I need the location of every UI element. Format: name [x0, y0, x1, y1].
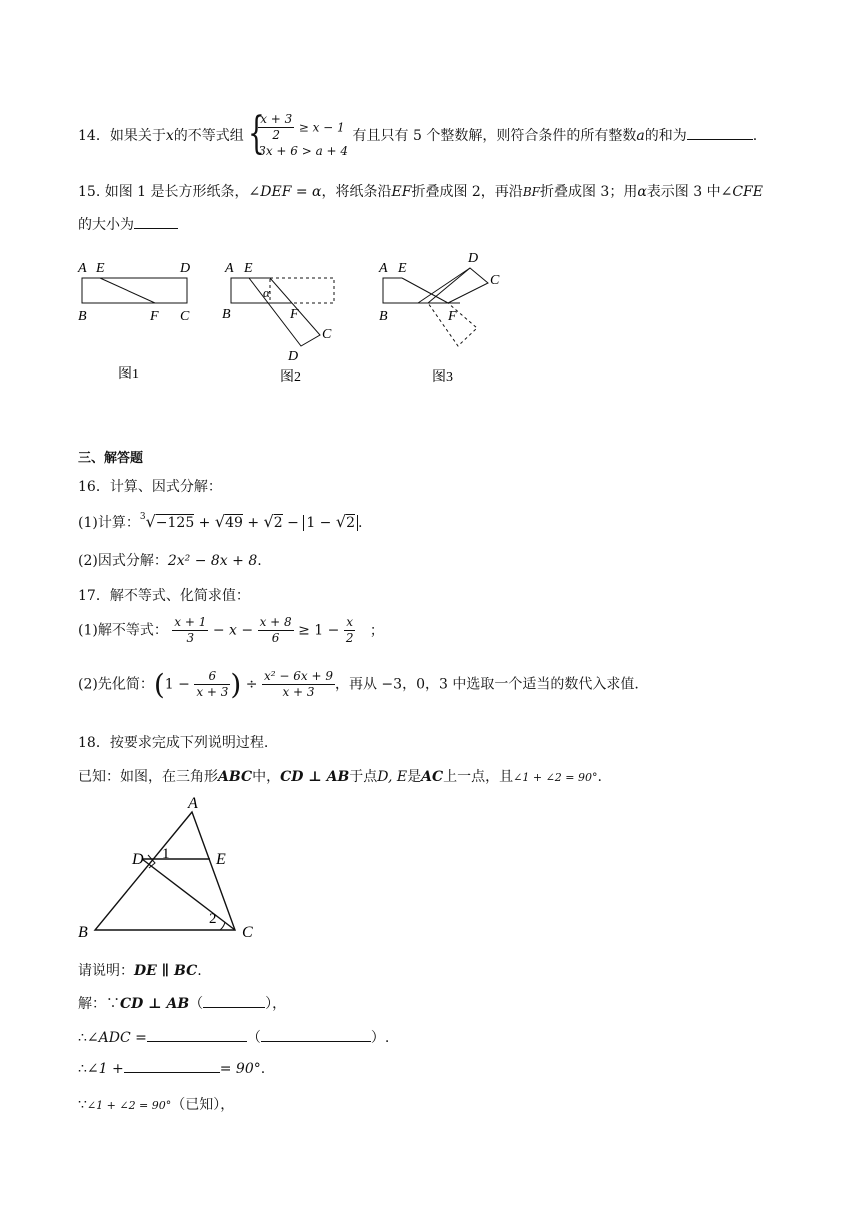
q17-p2-label: (2)先化简： — [78, 676, 154, 693]
fig3-fold-edge — [418, 268, 470, 303]
minus-sign: − — [282, 515, 304, 531]
fig2-caption: 图2 — [280, 370, 301, 385]
q16-part2 — [78, 550, 262, 570]
one-minus: 1 − — [164, 676, 195, 693]
fig1-line-ef — [100, 278, 155, 303]
frac1-den: 3 — [186, 631, 195, 645]
q18-prove-b: DE ∥ BC — [134, 963, 198, 979]
plus-sign-2: + — [242, 515, 264, 531]
q18-s3-end: . — [260, 1061, 266, 1077]
figure-1 — [77, 261, 190, 382]
q18-points-de: D, E — [377, 769, 408, 785]
q18-s3-b: ∠1 + — [86, 1061, 124, 1077]
q15-text-b: ，将纸条沿 — [321, 184, 392, 200]
q18-s2-b: ∠ADC = — [86, 1030, 147, 1046]
tri-label-c: C — [242, 924, 253, 941]
frac4-den: x + 3 — [196, 685, 229, 699]
q18-given-a: 已知：如图，在三角形 — [78, 769, 218, 785]
sqrt-2: 2 — [273, 515, 283, 531]
q18-s1-c: （ — [189, 996, 204, 1012]
tri-label-d: D — [132, 851, 144, 868]
frac3-num: x — [344, 615, 356, 631]
fig2-folded-part — [249, 278, 320, 346]
q14-answer-blank[interactable] — [687, 127, 753, 140]
q18-given-end: . — [597, 769, 602, 785]
q18-given-b: 中， — [252, 769, 281, 785]
fig3-folded-part — [428, 268, 488, 303]
q14-var-x: x — [165, 128, 174, 144]
tri-label-a: A — [188, 795, 198, 812]
fig3-caption: 图3 — [432, 370, 453, 385]
frac5-den: x + 3 — [282, 685, 315, 699]
q15-line2: 的大小为 — [78, 217, 134, 233]
frac4-num: 6 — [194, 669, 230, 685]
q15-angle-cfe: ∠CFE — [720, 184, 763, 200]
fig2-label-d: D — [288, 349, 299, 364]
q17-part1 — [78, 615, 384, 646]
abs-inner-a: 1 − — [306, 515, 336, 531]
q18-blank-3[interactable] — [261, 1029, 371, 1042]
sqrt-49: 49 — [225, 515, 243, 531]
q15-text-c: 折叠成图 2，再沿 — [411, 184, 523, 200]
q14-var-a: a — [636, 128, 645, 144]
q18-given-c: 于点 — [349, 769, 378, 785]
fig1-strip — [82, 278, 187, 303]
q18-s4-b: ∠1 + ∠2 = 90° — [86, 1099, 172, 1112]
q15-answer-blank[interactable] — [134, 216, 178, 229]
fig2-label-alpha: α — [263, 285, 270, 300]
q18-prove — [78, 960, 202, 980]
q18-s3-c: = 90° — [219, 1061, 261, 1077]
fig2-label-b: B — [222, 307, 231, 322]
q16-p2-expr: 2x² − 8x + 8 — [167, 553, 258, 569]
fig2-label-a: A — [225, 261, 234, 276]
q18-s2-c: （ — [246, 1030, 261, 1046]
q15-bf: BF — [522, 185, 540, 199]
q16-part1: (1)计算：$^3$√−125 + √49 + √2 − 1 − √2 . — [78, 512, 363, 531]
q18-given — [78, 766, 602, 786]
q17-mid2: ≥ 1 − — [293, 622, 344, 639]
q18-s2-d: ）. — [370, 1030, 390, 1046]
ineq1-numerator: x + 3 — [260, 112, 293, 126]
q18-prove-a: 请说明： — [78, 963, 134, 979]
q18-blank-1[interactable] — [203, 995, 265, 1008]
abs-inner-sqrt2: 2 — [346, 515, 355, 531]
q18-s4-c: （已知）， — [171, 1097, 235, 1113]
fig2-label-c: C — [322, 327, 332, 342]
frac2-num: x + 8 — [259, 615, 292, 629]
div-sign: ÷ — [241, 676, 262, 693]
q15-ef: EF — [391, 184, 412, 200]
fig1-label-d: D — [180, 261, 191, 276]
q18-abc: ABC — [218, 769, 253, 785]
q18-step1 — [78, 993, 286, 1013]
tri-label-1: 1 — [162, 846, 170, 862]
q16-p2-label: (2)因式分解： — [78, 553, 168, 569]
fig1-label-a: A — [78, 261, 87, 276]
q18-ac: AC — [421, 769, 444, 785]
q15-alpha: α — [637, 184, 647, 200]
frac2-den: 6 — [271, 631, 280, 645]
fig3-label-e: E — [398, 261, 407, 276]
fig1-label-c: C — [180, 309, 190, 324]
q17-title: 17．解不等式、化简求值： — [78, 588, 250, 604]
fig3-strip — [383, 278, 448, 303]
q15-text-d: 折叠成图 3；用 — [539, 184, 638, 200]
q18-step4 — [78, 1094, 234, 1114]
inequality-2: 3x + 6 > a + 4 — [258, 144, 349, 158]
inequality-1 — [258, 112, 348, 143]
q18-title: 18．按要求完成下列说明过程. — [78, 735, 269, 751]
fig1-label-b: B — [78, 309, 87, 324]
fig3-label-c: C — [490, 273, 500, 288]
q17-p1-end: ； — [369, 622, 384, 639]
q18-blank-4[interactable] — [124, 1060, 220, 1073]
q16-p1-label: (1)计算： — [78, 515, 140, 531]
frac5-num: x² − 6x + 9 — [264, 669, 333, 683]
tri-label-b: B — [78, 924, 88, 941]
fig3-label-a: A — [379, 261, 388, 276]
fig3-label-f: F — [448, 309, 457, 324]
q15-text-e: 表示图 3 中 — [646, 184, 721, 200]
q18-s1-a: 解：∵ — [78, 996, 120, 1012]
ineq1-denominator: 2 — [272, 128, 281, 142]
q15-figures — [70, 250, 530, 395]
left-brace: { — [248, 108, 265, 159]
figure-3 — [378, 251, 500, 385]
figure-2 — [222, 261, 334, 385]
section-heading: 三、解答题 — [78, 451, 144, 466]
q17-p2-tail: ，再从 −3，0，3 中选取一个适当的数代入求值. — [334, 676, 639, 693]
q18-prove-end: . — [197, 963, 202, 979]
q18-step2 — [78, 1027, 389, 1047]
q18-cd-perp-ab: CD ⊥ AB — [280, 769, 350, 785]
inequality-system — [248, 108, 349, 160]
q14-end: . — [752, 128, 758, 144]
q16-title: 16．计算、因式分解： — [78, 479, 222, 495]
q14-text-b: 的不等式组 — [173, 128, 244, 144]
q18-angle-sum: ∠1 + ∠2 = 90° — [513, 771, 598, 784]
question-15-line1 — [78, 181, 763, 201]
q14-text-a: 14．如果关于 — [78, 128, 166, 144]
fig3-label-b: B — [379, 309, 388, 324]
question-15-line2 — [78, 214, 178, 234]
q18-s1-b: CD ⊥ AB — [120, 996, 190, 1012]
frac3-den: 2 — [345, 631, 354, 645]
tri-label-2: 2 — [209, 911, 217, 927]
cube-root-value: −125 — [155, 515, 195, 531]
fig3-label-d: D — [468, 251, 479, 266]
q15-angle-def: ∠DEF = α — [248, 184, 322, 200]
q18-s1-d: ）， — [265, 996, 287, 1012]
question-14 — [78, 108, 758, 160]
ineq1-rhs: ≥ x − 1 — [298, 120, 345, 135]
segment-cd — [142, 859, 235, 930]
q14-text-c: 有且只有 5 个整数解，则符合条件的所有整数 — [352, 128, 637, 144]
q17-mid1: − x − — [208, 622, 258, 639]
q16-p1-end: . — [357, 515, 363, 531]
q18-given-d: 是 — [407, 769, 422, 785]
fig2-label-f: F — [290, 307, 299, 322]
tri-label-e: E — [216, 851, 226, 868]
fig3-line-ef — [402, 278, 448, 303]
q17-part2: (2)先化简：(1 − $\frac{6}{x + 3}$ ) ÷ $\frac{\text{x² − 6x + 9}}{x + 3}$ ，再从 −3，0，3 中选取一个适当的数代入求值. — [78, 668, 639, 701]
fig2-label-e: E — [244, 261, 253, 276]
q18-given-e: 上一点，且 — [443, 769, 514, 785]
q15-text-a: 15. 如图 1 是长方形纸条， — [78, 184, 249, 200]
angle-2-arc — [220, 922, 225, 930]
q18-s4-a: ∵ — [78, 1097, 87, 1113]
q16-p2-end: . — [257, 553, 262, 569]
abs-value: 1 − √2 — [303, 515, 358, 531]
q17-p1-label: (1)解不等式： — [78, 622, 168, 639]
fig2-strip — [231, 278, 292, 303]
fig2-dashed-part — [270, 278, 334, 303]
fig1-caption: 图1 — [118, 367, 139, 382]
frac1-num: x + 1 — [174, 615, 207, 629]
q18-blank-2[interactable] — [147, 1029, 247, 1042]
fig1-label-f: F — [150, 309, 159, 324]
q18-step3 — [78, 1060, 265, 1077]
plus-sign-1: + — [194, 515, 215, 531]
q18-s2-a: ∴ — [78, 1030, 87, 1046]
triangle-figure — [70, 792, 270, 942]
fig1-label-e: E — [96, 261, 105, 276]
q14-text-d: 的和为 — [644, 128, 687, 144]
q18-s3-a: ∴ — [78, 1061, 87, 1077]
